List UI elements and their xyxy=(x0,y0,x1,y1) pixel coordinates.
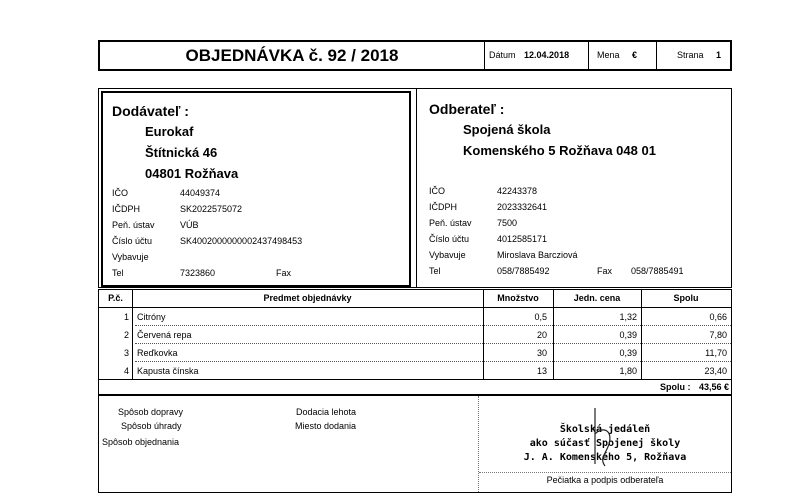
table-row-pc: 3 xyxy=(123,348,129,358)
stamp-line-1: Školská jedáleň xyxy=(559,424,651,435)
order-method-label: Spôsob objednania xyxy=(102,437,180,447)
total-rule xyxy=(99,379,731,380)
date-value: 12.04.2018 xyxy=(524,50,570,60)
table-row-item: Citróny xyxy=(137,312,166,322)
customer-contact-label: Vybavuje xyxy=(429,250,466,260)
col-divider xyxy=(132,290,133,379)
customer-box xyxy=(417,88,732,288)
stamp-line-3: J. A. Komenského 5, Rožňava xyxy=(523,452,687,463)
table-row-item: Kapusta čínska xyxy=(137,366,199,376)
transport-method-label: Spôsob dopravy xyxy=(118,407,184,417)
customer-heading: Odberateľ : xyxy=(429,101,505,117)
table-row-unit-price: 0,39 xyxy=(619,348,637,358)
table-row-qty: 30 xyxy=(536,348,547,358)
customer-fax-value: 058/7885491 xyxy=(631,266,684,276)
currency-cell xyxy=(588,42,657,69)
delivery-section xyxy=(98,395,732,493)
items-table xyxy=(98,289,732,395)
currency-value: € xyxy=(632,50,638,60)
customer-account-label: Číslo účtu xyxy=(429,234,470,244)
supplier-city: 04801 Rožňava xyxy=(145,166,239,181)
table-row-pc: 1 xyxy=(123,312,129,322)
customer-tel-value: 058/7885492 xyxy=(497,266,550,276)
signature-line xyxy=(479,472,731,473)
row-separator xyxy=(135,325,731,326)
col-header-unit-price: Jedn. cena xyxy=(573,293,621,303)
customer-account-value: 4012585171 xyxy=(497,234,548,244)
col-header-total: Spolu xyxy=(673,293,699,303)
date-label: Dátum xyxy=(489,50,516,60)
delivery-term-label: Dodacia lehota xyxy=(296,407,357,417)
signature-mark xyxy=(579,404,639,474)
table-row-qty: 20 xyxy=(536,330,547,340)
supplier-box xyxy=(101,91,411,287)
table-row-pc: 4 xyxy=(123,366,129,376)
signature-label: Pečiatka a podpis odberateľa xyxy=(546,475,664,485)
table-row-unit-price: 1,80 xyxy=(619,366,637,376)
table-row-unit-price: 0,39 xyxy=(619,330,637,340)
header-rule xyxy=(99,307,731,308)
supplier-bank-label: Peň. ústav xyxy=(112,220,155,230)
supplier-icdph-value: SK2022575072 xyxy=(180,204,243,214)
customer-address: Komenského 5 Rožňava 048 01 xyxy=(463,143,656,158)
customer-icdph-value: 2023332641 xyxy=(497,202,548,212)
table-row-item: Červená repa xyxy=(137,330,192,340)
supplier-contact-label: Vybavuje xyxy=(112,252,149,262)
table-row-total: 11,70 xyxy=(705,348,727,358)
supplier-fax-label: Fax xyxy=(276,268,292,278)
date-cell xyxy=(484,42,589,69)
table-row-total: 7,80 xyxy=(709,330,727,340)
supplier-icdph-label: IČDPH xyxy=(112,204,141,214)
customer-ico-value: 42243378 xyxy=(497,186,538,196)
page-cell xyxy=(656,42,731,69)
table-row-total: 23,40 xyxy=(704,366,727,376)
order-header xyxy=(98,40,732,71)
currency-label: Mena xyxy=(597,50,620,60)
page-value: 1 xyxy=(716,50,722,60)
supplier-ico-value: 44049374 xyxy=(180,188,221,198)
supplier-bank-value: VÚB xyxy=(180,220,199,230)
customer-icdph-label: IČDPH xyxy=(429,202,458,212)
table-row-pc: 2 xyxy=(123,330,129,340)
table-row-qty: 0,5 xyxy=(534,312,547,322)
customer-ico-label: IČO xyxy=(429,186,446,196)
payment-method-label: Spôsob úhrady xyxy=(121,421,182,431)
row-separator xyxy=(135,361,731,362)
page-label: Strana xyxy=(677,50,704,60)
table-row-qty: 13 xyxy=(536,366,547,376)
table-row-unit-price: 1,32 xyxy=(619,312,637,322)
supplier-street: Štítnická 46 xyxy=(145,145,218,160)
customer-fax-label: Fax xyxy=(597,266,613,276)
col-header-qty: Množstvo xyxy=(497,293,539,303)
table-row-total: 0,66 xyxy=(709,312,727,322)
supplier-ico-label: IČO xyxy=(112,188,129,198)
col-header-pc: P.č. xyxy=(108,293,123,303)
order-title: OBJEDNÁVKA č. 92 / 2018 xyxy=(185,46,399,65)
customer-bank-value: 7500 xyxy=(497,218,518,228)
supplier-tel-value: 7323860 xyxy=(180,268,216,278)
supplier-tel-label: Tel xyxy=(112,268,124,278)
table-row-item: Reďkovka xyxy=(137,348,178,358)
delivery-place-label: Miesto dodania xyxy=(295,421,357,431)
row-separator xyxy=(135,343,731,344)
customer-contact-value: Miroslava Barcziová xyxy=(497,250,578,260)
supplier-account-label: Číslo účtu xyxy=(112,236,153,246)
grand-total-value: 43,56 € xyxy=(698,382,729,392)
customer-tel-label: Tel xyxy=(429,266,441,276)
col-header-item: Predmet objednávky xyxy=(263,293,352,303)
supplier-account-value: SK4002000000002437498453 xyxy=(180,236,303,246)
customer-name: Spojená škola xyxy=(463,122,551,137)
grand-total xyxy=(639,382,729,392)
supplier-heading: Dodávateľ : xyxy=(112,103,189,119)
stamp-line-2: ako súčasť Spojenej školy xyxy=(529,438,681,449)
customer-bank-label: Peň. ústav xyxy=(429,218,472,228)
grand-total-label: Spolu : xyxy=(659,382,691,392)
supplier-name: Eurokaf xyxy=(145,124,194,139)
